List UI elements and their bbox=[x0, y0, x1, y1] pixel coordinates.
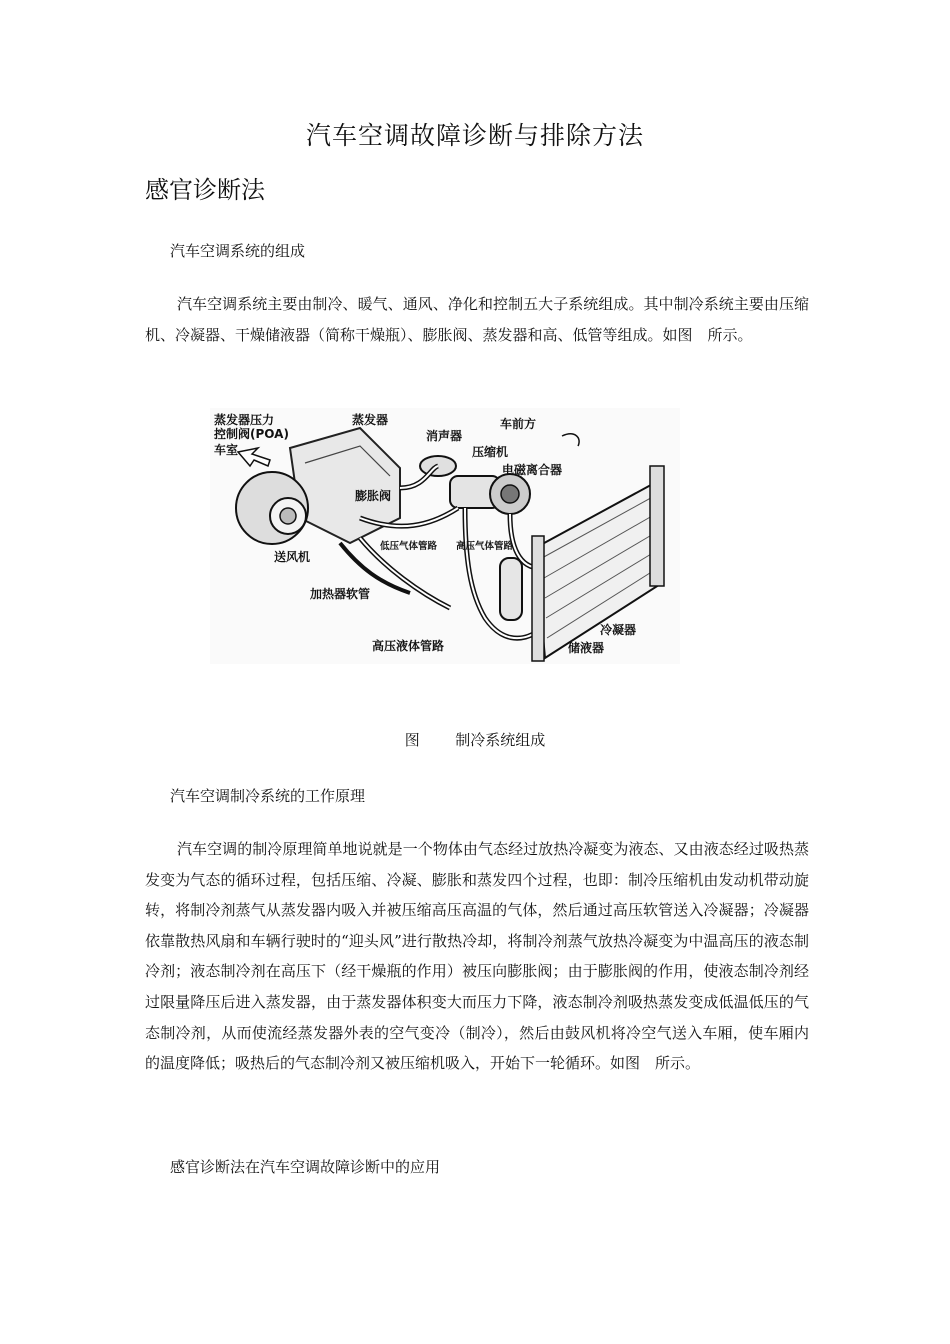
subheading-working-principle: 汽车空调制冷系统的工作原理 bbox=[170, 787, 366, 805]
subheading-composition: 汽车空调系统的组成 bbox=[170, 242, 306, 260]
label-cabin: 车室 bbox=[214, 443, 239, 457]
section-heading: 感官诊断法 bbox=[145, 176, 265, 204]
paragraph-composition: 汽车空调系统主要由制冷、暖气、通风、净化和控制五大子系统组成。其中制冷系统主要由压缩机、冷凝器、干燥储液器（简称干燥瓶）、膨胀阀、蒸发器和高、低管等组成。如图 所示。 bbox=[145, 295, 809, 344]
document-title: 汽车空调故障诊断与排除方法 bbox=[305, 121, 644, 150]
label-poa-line2: 控制阀(POA) bbox=[214, 427, 289, 441]
subheading-sensory-diagnosis: 感官诊断法在汽车空调故障诊断中的应用 bbox=[170, 1158, 441, 1176]
label-front: 车前方 bbox=[500, 417, 537, 431]
figure-caption bbox=[0, 729, 950, 750]
label-heater-hose: 加热器软管 bbox=[310, 587, 371, 601]
label-receiver: 储液器 bbox=[568, 641, 605, 655]
label-blower: 送风机 bbox=[274, 550, 311, 564]
label-evaporator: 蒸发器 bbox=[352, 413, 389, 427]
caption-text: 制冷系统组成 bbox=[455, 731, 546, 749]
label-expansion-valve: 膨胀阀 bbox=[355, 489, 392, 503]
label-condenser: 冷凝器 bbox=[600, 623, 637, 637]
label-low-pressure-gas: 低压气体管路 bbox=[380, 541, 438, 552]
label-high-pressure-liquid: 高压液体管路 bbox=[372, 639, 445, 653]
label-high-pressure-gas: 高压气体管路 bbox=[456, 541, 514, 552]
paragraph-working-principle: 汽车空调的制冷原理简单地说就是一个物体由气态经过放热冷凝变为液态、又由液态经过吸热蒸发变为气态的循环过程，包括压缩、冷凝、膨胀和蒸发四个过程，也即：制冷压缩机由发动机带动旋转，将制冷剂蒸气从蒸发器内吸入并被压缩高压高温的气体，然后通过高压软管送入冷凝器；冷凝器依靠散热风扇和车辆行驶时的“迎头风”进行散热冷却，将制冷剂蒸气放热冷凝变为中温高压的液态制冷剂；液态制冷剂在高压下（经干燥瓶的作用）被压向膨胀阀；由于膨胀阀的作用，使液态制冷剂经过限量降压后进入蒸发器，由于蒸发器体积变大而压力下降，液态制冷剂吸热蒸发变成低温低压的气态制冷剂，从而使流经蒸发器外表的空气变冷（制冷），然后由鼓风机将冷空气送入车厢，使车厢内的温度降低；吸热后的气态制冷剂又被压缩机吸入，开始下一轮循环。如图 所示。 bbox=[145, 840, 809, 1073]
caption-prefix: 图 bbox=[404, 731, 420, 749]
label-muffler: 消声器 bbox=[426, 429, 463, 443]
label-poa-line1: 蒸发器压力 bbox=[214, 413, 275, 427]
label-clutch: 电磁离合器 bbox=[502, 463, 563, 477]
refrigeration-system-diagram bbox=[210, 408, 680, 664]
label-compressor: 压缩机 bbox=[472, 445, 509, 459]
